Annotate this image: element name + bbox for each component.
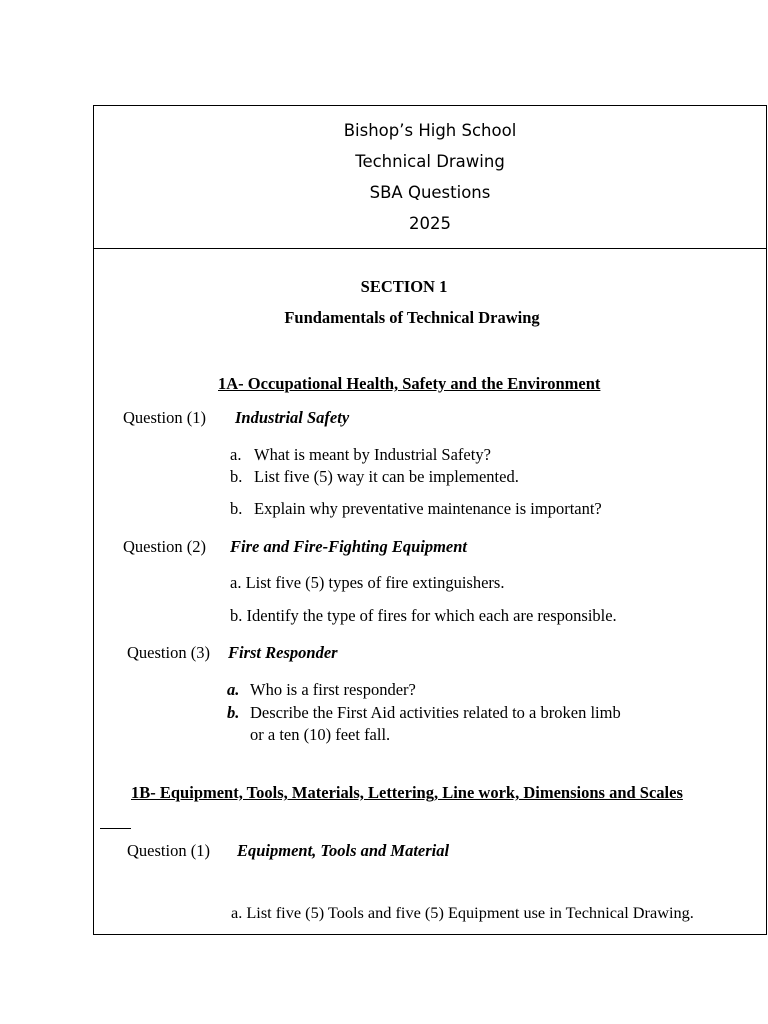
question-item: Who is a first responder? bbox=[250, 680, 416, 699]
document-frame bbox=[93, 105, 767, 935]
part-1a-heading: 1A- Occupational Health, Safety and the Environment bbox=[218, 374, 601, 393]
question-1a-1-topic: Industrial Safety bbox=[235, 408, 350, 427]
school-name: Bishop’s High School bbox=[343, 121, 517, 140]
question-item: Describe the First Aid activities related to a broken limb bbox=[250, 703, 621, 722]
header-box bbox=[94, 106, 766, 249]
list-marker: b. bbox=[230, 467, 243, 486]
list-marker: b. bbox=[227, 703, 240, 722]
question-1a-3-label: Question (3) bbox=[127, 643, 210, 662]
question-item: What is meant by Industrial Safety? bbox=[254, 445, 491, 464]
question-1a-3-topic: First Responder bbox=[228, 643, 338, 662]
question-item: a. List five (5) Tools and five (5) Equipment use in Technical Drawing. bbox=[231, 903, 694, 922]
question-1a-2-label: Question (2) bbox=[123, 537, 206, 556]
question-item-continuation: or a ten (10) feet fall. bbox=[250, 725, 391, 744]
question-item: b. Identify the type of fires for which each are responsible. bbox=[230, 606, 617, 625]
question-item: Explain why preventative maintenance is important? bbox=[254, 499, 602, 518]
question-1b-1-topic: Equipment, Tools and Material bbox=[237, 841, 450, 860]
document-year: 2025 bbox=[409, 214, 451, 233]
list-marker: b. bbox=[230, 499, 243, 518]
section-heading: SECTION 1 bbox=[360, 277, 448, 296]
list-marker: a. bbox=[227, 680, 240, 699]
question-1a-1-label: Question (1) bbox=[123, 408, 206, 427]
list-marker: a. bbox=[230, 445, 242, 464]
document-title: SBA Questions bbox=[369, 183, 491, 202]
question-item: List five (5) way it can be implemented. bbox=[254, 467, 519, 486]
part-1b-heading: 1B- Equipment, Tools, Materials, Lettering, Line work, Dimensions and Scales bbox=[131, 783, 683, 802]
section-subheading: Fundamentals of Technical Drawing bbox=[284, 308, 540, 327]
subject-name: Technical Drawing bbox=[355, 152, 505, 171]
question-item: a. List five (5) types of fire extinguishers. bbox=[230, 573, 505, 592]
question-1a-2-topic: Fire and Fire-Fighting Equipment bbox=[230, 537, 468, 556]
question-1b-1-label: Question (1) bbox=[127, 841, 210, 860]
stray-underline bbox=[100, 828, 131, 829]
